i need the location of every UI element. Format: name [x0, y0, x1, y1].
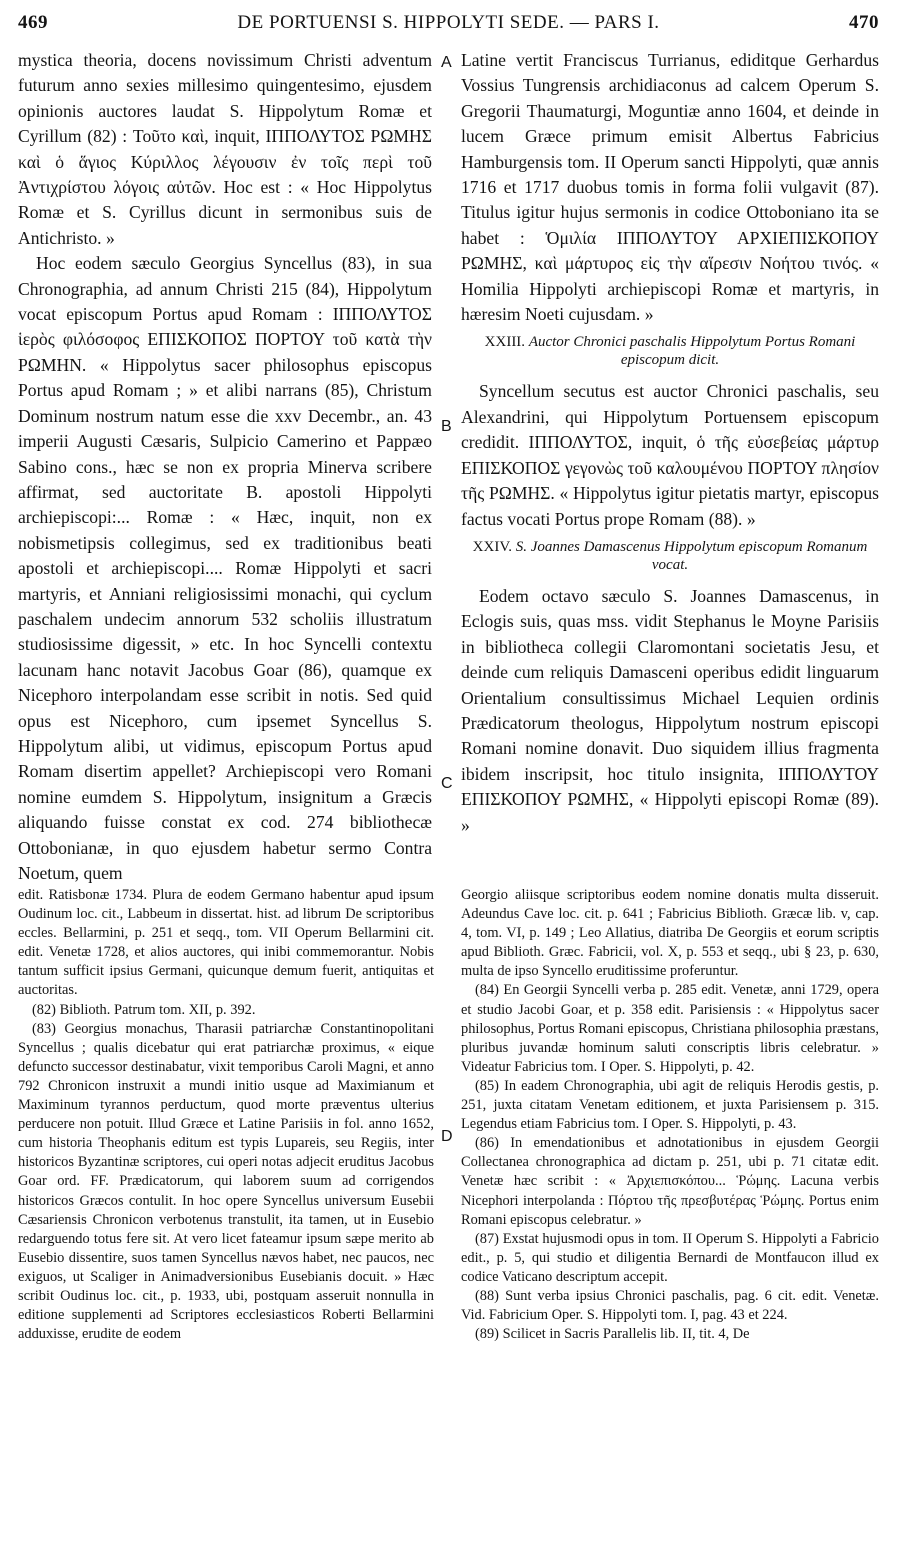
left-main-column: [18, 48, 432, 883]
right-note-continuation: Georgio aliisque scriptoribus eodem nomine donatis multa disseruit. Adeundus Cave loc. cit. p. 641 ; Fabricius Biblioth. Græcæ lib. v, cap. 4, tom. VI, p. 149 ; Leo Allatius, diatriba De Georgiis et eorum scriptis apud Biblioth. Græc. Fabricii, vol. X, p. 553 et seqq., ubi § 23, p. 630, multa de ipso Syncello eruditissime proferuntur.: [461, 887, 879, 980]
section-24-title: S. Joannes Damascenus Hippolytum episcopum Romanum vocat.: [515, 538, 868, 573]
footnote-85: (85) In eadem Chronographia, ubi agit de reliquis Herodis gestis, p. 251, juxta citatam Venetam editionem, et juxta Parisiensem p. 315. Legendus etiam Fabricius tom. I Oper. S. Hippolyti, p. 43.: [461, 1077, 879, 1133]
section-23-number: XXIII.: [484, 334, 526, 351]
footnote-86: (86) In emendationibus et adnotationibus in ejusdem Georgii Collectanea chronographica ad dictam p. 251, ubi p. 71 citatæ edit. Venetæ hæc scribit : « Ἀρχιεπισκόπου... Ῥώμης. Lacuna verbis Nicephori interpolanda : Πόρτου τῆς πρεσβυτέρας Ῥώμης. Portus enim Romani episcopus celebratur. »: [461, 1135, 879, 1228]
margin-letter-c: C: [441, 775, 453, 792]
left-paragraph-1: mystica theoria, docens novissimum Christi adventum futurum anno sexies millesimo quingentesimo, ejusdem opinionis auctores laudat S. Hippolytum Romæ et Cyrillum (82) : Τοῦτο καὶ, inquit, ΙΠΠΟΛΥΤΟΣ ΡΩΜΗΣ καὶ ὁ ἅγιος Κύριλλος λέγουσιν ἐν τοῖς περὶ τοῦ Ἀντιχρίστου λόγοις αὐτῶν. Hoc est : « Hoc Hippolytus Romæ et S. Cyrillus dicunt in sermonibus suis de Antichristo. »: [18, 50, 432, 248]
section-23-title: Auctor Chronici paschalis Hippolytum Portus Romani episcopum dicit.: [528, 334, 856, 369]
running-title: DE PORTUENSI S. HIPPOLYTI SEDE. — PARS I.: [237, 12, 660, 33]
running-header: [18, 6, 879, 42]
right-paragraph-intro: Latine vertit Franciscus Turrianus, ediditque Gerhardus Vossius Tungrensis archidiaconus ad calcem Operum S. Gregorii Thaumaturgi, Moguntiæ anno 1604, et deinde in lucem Græce primum emisit Albertus Fabricius Hamburgensis tom. II Operum sancti Hippolyti, quæ annis 1716 et 1717 duobus tomis in forma folii vulgavit (87). Titulus igitur hujus sermonis in codice Ottoboniano ita se habet : Ὁμιλία ΙΠΠΟΛΥΤΟΥ ΑΡΧΙΕΠΙΣΚΟΠΟΥ ΡΩΜΗΣ, καὶ μάρτυρος εἰς τὴν αἵρεσιν Νοήτου τινός. « Homilia Hippolyti archiepiscopi Romæ et martyris, in hæresim Noeti cujusdam. »: [461, 50, 879, 325]
footnote-89: (89) Scilicet in Sacris Parallelis lib. II, tit. 4, De: [475, 1326, 750, 1343]
section-23-text: Syncellum secutus est auctor Chronici paschalis, seu Alexandrini, qui Hippolytum Portuensem episcopum credidit. ΙΠΠΟΛΥΤΟΣ, inquit, ὁ τῆς εὐσεβείας μάρτυρ ΕΠΙΣΚΟΠΟΣ γεγονὼς τοῦ καλουμένου ΠΟΡΤΟΥ πλησίον τῆς ΡΩΜΗΣ. « Hippolytus igitur pietatis martyr, episcopus factus vocati Portus prope Romam (88). »: [461, 381, 879, 529]
margin-letter-b: B: [441, 418, 452, 435]
right-main-column: [461, 48, 879, 870]
section-24-text: Eodem octavo sæculo S. Joannes Damascenus, in Eclogis suis, quas mss. vidit Stephanus le Moyne Parisiis in bibliotheca collegii Claromontani societatis Jesu, et deinde cum reliquis Damasceni operibus edidit linguarum Orientalium consultissimus Michael Lequien ordinis Prædicatorum theologus, Hippolytum nostrum episcopi Romani nomine donavit. Duo siquidem illius fragmenta ibidem inscripsit, hoc titulo insignita, ΙΠΠΟΛΥΤΟΥ ΕΠΙΣΚΟΠΟΥ ΡΩΜΗΣ, « Hippolyti episcopi Romæ (89). »: [461, 585, 879, 835]
left-paragraph-2: Hoc eodem sæculo Georgius Syncellus (83), in sua Chronographia, ad annum Christi 215 (84), Hippolytum vocat episcopum Portus apud Romam : ΙΠΠΟΛΥΤΟΣ ἱερὸς φιλόσοφος ΕΠΙΣΚΟΠΟΣ ΠΟΡΤΟΥ τοῦ κατὰ τὴν ΡΩΜΗΝ. « Hippolytus sacer philosophus episcopus Portus apud Romam ; » et alibi narrans (85), Christum Dominum nostrum natum esse die xxv Decembr., an. 43 imperii Augusti Cæsaris, Sulpicio Camerino et Pappæo Sabino cons., hæc se non ex propria Minerva scribere affirmat, sed auctoritate B. apostoli Hippolyti archiepiscopi:... Romæ : « Hæc, inquit, non ex nobismetipsis collegimus, sed ex traditionibus beati apostoli et archiepiscopi.... Romæ Hippolyti et sacri martyris, et Anniani religiosissimi monachi, qui cyclum paschalem undecim annorum 532 scholiis illustratum studiosissime digessit, » etc. In hoc Syncelli contextu lacunam hanc notavit Jacobus Goar (86), quamque ex Nicephoro interpolandam esse scribit in notis. Sed quid opus est Nicephoro, cum ipsemet Syncellus S. Hippolytum alibi, ut vidimus, episcopum Portus apud Romam disertim appellet? Archiepiscopi vero Romani nomine eumdem S. Hippolytum, insignitum a Græcis aliquando fuisse constat ex cod. 274 bibliothecæ Ottobonianæ, in quo ejusdem habetur sermo Contra Noetum, quem: [18, 253, 432, 883]
section-24-heading: [461, 538, 879, 574]
footnote-82: (82) Biblioth. Patrum tom. XII, p. 392.: [32, 1001, 256, 1018]
margin-letter-d: D: [441, 1128, 453, 1145]
section-23-heading: [461, 333, 879, 369]
footnote-88: (88) Sunt verba ipsius Chronici paschalis, pag. 6 cit. edit. Venetæ. Vid. Fabricium Oper. S. Hippolyti tom. I, pag. 43 et 224.: [461, 1287, 879, 1324]
footnote-84: (84) En Georgii Syncelli verba p. 285 edit. Venetæ, anni 1729, opera et studio Jacobi Goar, et p. 358 edit. Parisiensis : « Hippolytus sacer philosophus, Portus Romani episcopus, Christiana philosophia præstans, pluribus juvandæ hominum saluti conscriptis libris celebratur. » Videatur Fabricius tom. I Oper. S. Hippolyti, p. 42.: [461, 982, 879, 1075]
left-page-number: 469: [18, 12, 48, 33]
footnote-87: (87) Exstat hujusmodi opus in tom. II Operum S. Hippolyti a Fabricio edit., p. 5, qui studio et diligentia Bernardi de Montfaucon illud ex codice Vaticano descriptum accepit.: [461, 1230, 879, 1285]
left-notes-column: [18, 886, 434, 1558]
right-notes-column: [461, 886, 879, 1558]
section-24-number: XXIV.: [472, 538, 512, 555]
footnote-83: (83) Georgius monachus, Tharasii patriarchæ Constantinopolitani Syncellus ; qualis dicebatur qui erat patriarchæ proximus, « eique defuncto successor destinabatur, vixit temporibus Caroli Magni, et anno 792 Chronicon instruxit a mundi initio usque ad Maximianum et Maximinum tyrannos perductum, quod morte præventus ulterius perducere non potuit. Illud Græce et Latine Parisiis in fol. anno 1652, cum historia Theophanis editum est typis Lupareis, seu Regiis, inter historicos Byzantinæ scriptores, cui operi notas adjecit eruditus Jacobus Goar ord. FF. Prædicatorum, qui laborem suum ad corrigendos historicos Græcos contulit. In hoc opere Syncellus universum Eusebii Cæsariensis Chronicon verbotenus transtulit, ita tamen, ut in Eusebio redarguendo totus fere sit. At vero licet fateamur ipsum sæpe merito ab Eusebio dissentire, suos tamen Syncellus nævos habet, nec paucos, nec exiguos, ut Scaliger in Animadversionibus Eusebianis docuit. » Hæc scribit Oudinus loc. cit., p. 1933, ubi, postquam asseruit nonnulla in editione supplementi ad Scriptores ecclesiasticos Roberti Bellarmini adduxisse, erudite de eodem: [18, 1020, 434, 1343]
right-page-number: 470: [849, 12, 879, 33]
left-note-continuation: edit. Ratisbonæ 1734. Plura de eodem Germano habentur apud ipsum Oudinum loc. cit., Labbeum in dissertat. hist. ad librum De scriptoribus eccles. Bellarmini, p. 251 et seqq., tom. VII Operum Bellarmini cit. edit. Venetæ 1728, et alios auctores, qui inibi commemorantur. Nobis tantum sufficit ipsius Germani, quicunque demum fuerit, antiquitas et auctoritas.: [18, 887, 434, 999]
margin-letter-a: A: [441, 54, 452, 71]
